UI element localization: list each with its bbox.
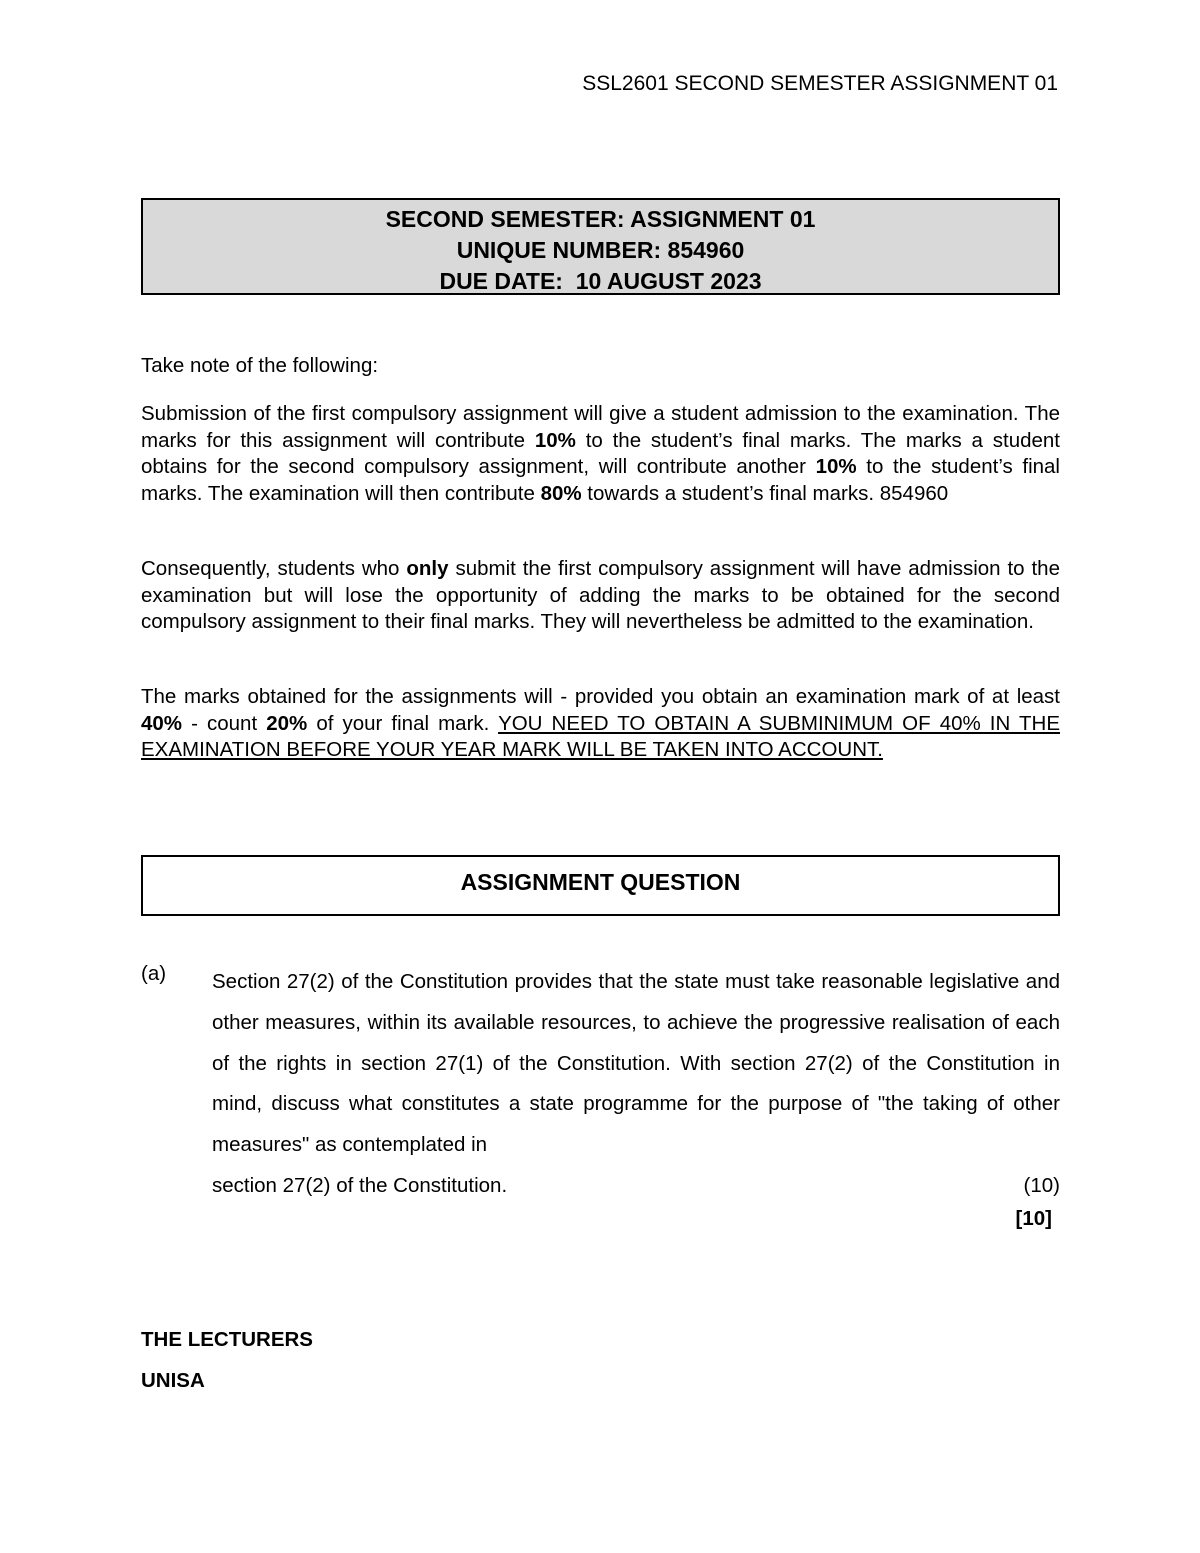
paragraph-marks: The marks obtained for the assignments will - provided you obtain an examination mark of at least 40% - count 20% of your final mark. YOU NEED TO OBTAIN A SUBMINIMUM OF 40% IN THE EXAMINATION BEFORE YOUR YEAR MARK WILL BE TAKEN INTO ACCOUNT.: [141, 685, 1060, 761]
question-label: (a): [141, 962, 167, 985]
unique-number: UNIQUE NUMBER: 854960: [456, 237, 745, 263]
paragraph-consequently: Consequently, students who only submit the first compulsory assignment will have admission to the examination but will lose the opportunity of adding the marks to be obtained for the second compulsory assignment to their final marks. They will nevertheless be admitted to the examination.: [141, 557, 1060, 633]
subminimum-warning: YOU NEED TO OBTAIN A SUBMINIMUM OF 40% IN THE EXAMINATION BEFORE YOUR YEAR MARK WILL BE TAKEN INTO ACCOUNT.: [141, 711, 1060, 761]
due-date: DUE DATE: 10 AUGUST 2023: [439, 268, 762, 294]
question-heading: ASSIGNMENT QUESTION: [460, 869, 741, 895]
question-heading-box: [141, 855, 1060, 916]
total-marks: [10]: [1015, 1207, 1052, 1230]
signoff-lecturers: THE LECTURERS: [141, 1328, 313, 1351]
title-box: [141, 198, 1060, 295]
running-header: SSL2601 SECOND SEMESTER ASSIGNMENT 01: [582, 72, 1058, 95]
question-last-line: section 27(2) of the Constitution.: [212, 1173, 508, 1197]
question-marks: (10): [1023, 1173, 1060, 1197]
assignment-title: SECOND SEMESTER: ASSIGNMENT 01: [385, 206, 816, 232]
signoff-unisa: UNISA: [141, 1369, 205, 1392]
question-text: Section 27(2) of the Constitution provides that the state must take reasonable legislative and other measures, within its available resources, to achieve the progressive realisation of each of the rights in section 27(1) of the Constitution. With section 27(2) of the Constitution in mind, discuss what constitutes a state programme for the purpose of "the taking of other measures" as contemplated in section 27(2) of the Constitution. (10): [212, 962, 1060, 1207]
note-heading: Take note of the following:: [141, 354, 379, 377]
paragraph-submission: Submission of the first compulsory assignment will give a student admission to the examination. The marks for this assignment will contribute 10% to the student’s final marks. The marks a student obtains for the second compulsory assignment, will contribute another 10% to the student’s final marks. The examination will then contribute 80% towards a student’s final marks. 854960: [141, 402, 1060, 505]
